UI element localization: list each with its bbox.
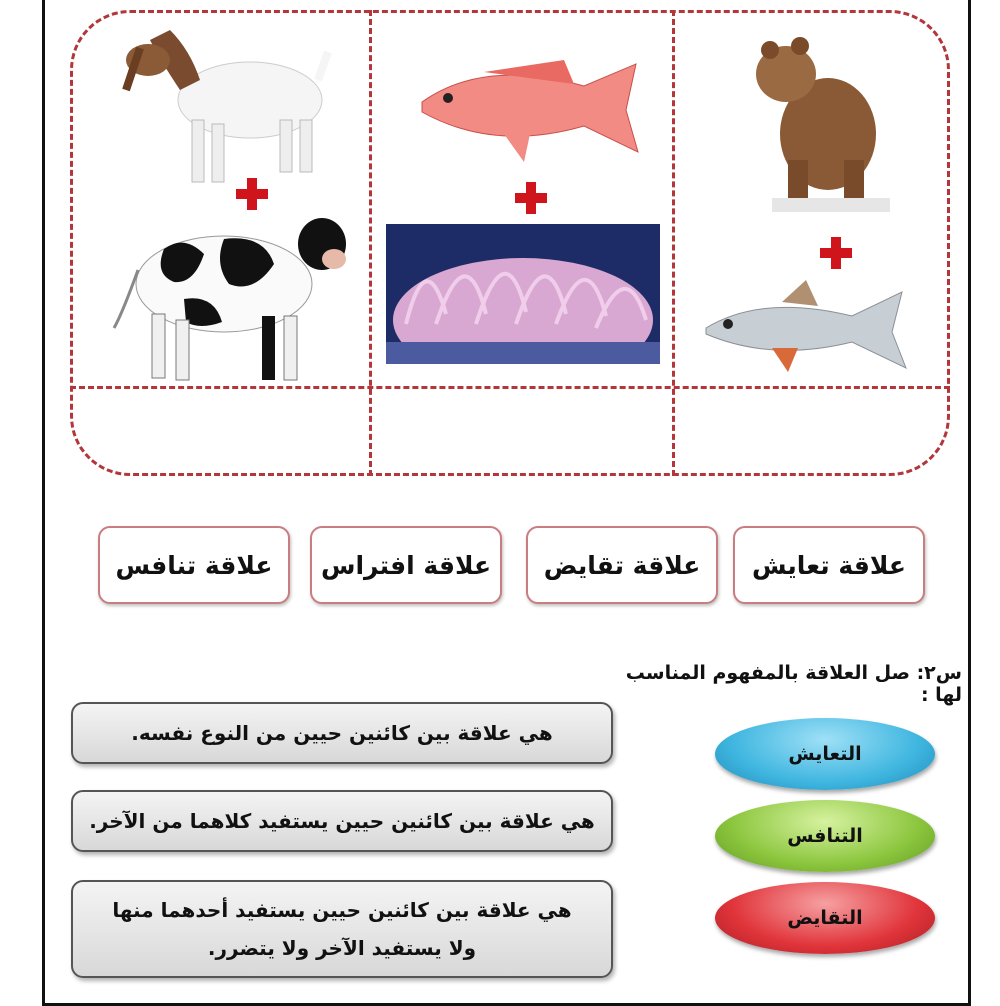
concept-pill-mutualism[interactable] — [715, 882, 935, 954]
concept-pill-commensalism[interactable] — [715, 718, 935, 790]
relation-card-competition[interactable] — [98, 526, 290, 604]
fish-image — [702, 276, 910, 376]
definition-box[interactable] — [71, 702, 613, 764]
definition-box[interactable] — [71, 790, 613, 852]
column-divider-2 — [672, 10, 675, 476]
red-fish-image — [414, 50, 644, 168]
relation-card-label: علاقة تقايض — [543, 550, 701, 580]
definition-text: هي علاقة بين كائنين حيين يستفيد كلاهما من الآخر. — [89, 809, 595, 833]
concept-pill-label: التقايض — [787, 907, 863, 929]
concept-pill-competition[interactable] — [715, 800, 935, 872]
relation-card-mutualism[interactable] — [526, 526, 718, 604]
concept-pill-label: التنافس — [787, 825, 863, 847]
relation-card-predation[interactable] — [310, 526, 502, 604]
relation-card-label: علاقة تعايش — [752, 550, 906, 580]
plus-icon — [820, 237, 852, 269]
plus-icon — [515, 182, 547, 214]
page-border-left — [42, 0, 45, 1006]
sea-anemone-image — [386, 224, 660, 364]
definition-text: هي علاقة بين كائنين حيين يستفيد أحدهما منها ولا يستفيد الآخر ولا يتضرر. — [112, 898, 572, 960]
cow-image — [104, 204, 354, 388]
page-border-right — [968, 0, 971, 1006]
definition-text: هي علاقة بين كائنين حيين من النوع نفسه. — [131, 721, 553, 745]
definition-box[interactable] — [71, 880, 613, 978]
column-divider-1 — [369, 10, 372, 476]
relation-card-label: علاقة تنافس — [115, 550, 273, 580]
question-2: س٢: صل العلاقة بالمفهوم المناسب لها : — [625, 662, 962, 706]
relation-card-commensalism[interactable] — [733, 526, 925, 604]
concept-pill-label: التعايش — [788, 743, 862, 765]
bear-image — [742, 30, 892, 212]
goat-image — [120, 20, 340, 190]
relation-card-label: علاقة افتراس — [320, 550, 492, 580]
